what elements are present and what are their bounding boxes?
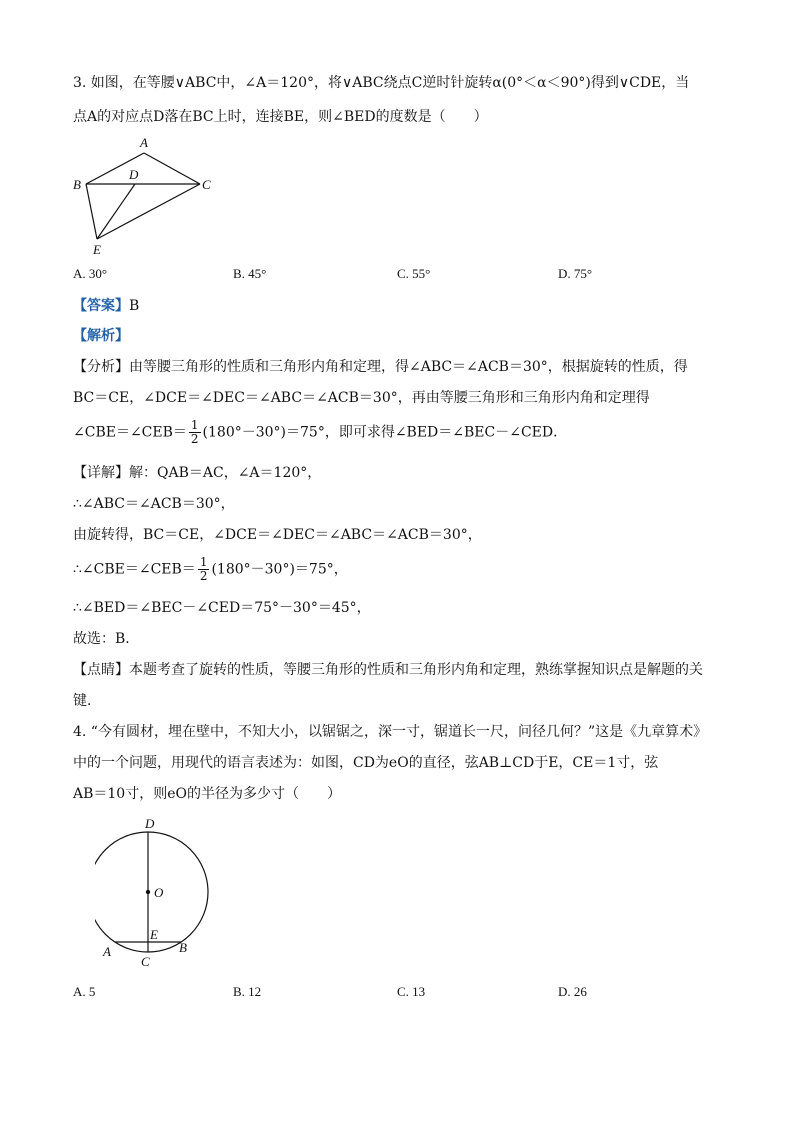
fraction-denominator: 2: [190, 432, 199, 446]
xiangjie-text-1: 解：QAB＝AC，∠A＝120°，: [129, 465, 322, 481]
fraction-numerator-2: 1: [199, 555, 208, 569]
q3-xiangjie-line6: 故选：B．: [73, 631, 140, 647]
q3-segment-ac: [144, 153, 200, 184]
q4-option-d: D. 26: [558, 984, 587, 999]
q3-label-b: B: [73, 177, 81, 192]
q3-fenxi-line2: BC＝CE，∠DCE＝∠DEC＝∠ABC＝∠ACB＝30°，再由等腰三角形和三角形内角和定理得: [73, 390, 650, 406]
q3-label-d: D: [129, 167, 139, 182]
q3-xiangjie-line2: ∴∠ABC＝∠ACB＝30°，: [73, 496, 235, 512]
q3-stem-line1: 3. 如图，在等腰∨ABC中，∠A＝120°，将∨ABC绕点C逆时针旋转α(0°＜α＜90°)得到∨CDE，当: [73, 75, 690, 91]
fenxi-text-3b: (180°－30°)＝75°，即可求得∠BED＝∠BEC－∠CED．: [202, 424, 568, 441]
q4-center-dot: [146, 890, 150, 894]
q4-option-c: C. 13: [397, 984, 426, 999]
q4-label-a: A: [103, 944, 111, 959]
q4-option-a: A. 5: [73, 984, 96, 999]
q3-fenxi-line1: [73, 357, 688, 377]
q3-segment-be: [86, 184, 97, 239]
q3-analysis-heading: [73, 326, 129, 346]
q3-stem-line2: 点A的对应点D落在BC上时，连接BE，则∠BED的度数是（ ）: [73, 109, 488, 125]
dianjing-tag: 【点睛】: [73, 662, 129, 678]
q4-label-c: C: [141, 954, 150, 969]
q3-option-b: B. 45°: [233, 266, 267, 281]
q3-option-c: C. 55°: [397, 266, 431, 281]
q4-stem-line2: 中的一个问题，用现代的语言表述为：如图，CD为eO的直径，弦AB⊥CD于E，CE＝1寸，弦: [73, 755, 659, 771]
fraction-half-2: [198, 556, 210, 583]
q3-dianjing-line2: 键．: [73, 693, 101, 709]
q3-segment-ed: [97, 184, 135, 239]
q3-fenxi-line3: [73, 419, 567, 446]
q3-xiangjie-line5: ∴∠BED＝∠BEC－∠CED＝75°－30°＝45°，: [73, 600, 371, 616]
dianjing-text-1: 本题考查了旋转的性质，等腰三角形的性质和三角形内角和定理，熟练掌握知识点是解题的关: [129, 662, 703, 678]
q3-xiangjie-line1: [73, 463, 321, 483]
q4-label-b: B: [179, 940, 187, 955]
xiangjie-text-4b: (180°－30°)＝75°，: [211, 561, 348, 578]
q3-option-a: A. 30°: [73, 266, 108, 281]
q3-label-c: C: [202, 177, 211, 192]
answer-value: B: [129, 298, 140, 314]
fenxi-tag: 【分析】: [73, 359, 129, 375]
xiangjie-text-4a: ∴∠CBE＝∠CEB＝: [73, 561, 196, 578]
q3-label-e: E: [93, 242, 101, 257]
fenxi-text-3a: ∠CBE＝∠CEB＝: [73, 424, 187, 441]
fraction-half: [189, 419, 201, 446]
q3-xiangjie-line3: 由旋转得，BC＝CE，∠DCE＝∠DEC＝∠ABC＝∠ACB＝30°，: [73, 527, 482, 543]
answer-tag: 【答案】: [73, 298, 129, 314]
q4-label-d: D: [145, 816, 155, 831]
q3-label-a: A: [140, 135, 148, 150]
q3-xiangjie-line4: [73, 556, 348, 583]
analysis-tag: 【解析】: [73, 328, 129, 344]
fraction-denominator-2: 2: [199, 569, 208, 583]
xiangjie-tag: 【详解】: [73, 465, 129, 481]
q4-option-b: B. 12: [233, 984, 262, 999]
q3-segment-ec: [97, 184, 200, 239]
q4-figure: [95, 815, 215, 970]
fenxi-text-1: 由等腰三角形的性质和三角形内角和定理，得∠ABC＝∠ACB＝30°，根据旋转的性质，得: [129, 359, 688, 375]
q3-dianjing-line1: [73, 660, 703, 680]
q4-stem-line3: AB＝10寸，则eO的半径为多少寸（ ）: [73, 786, 341, 802]
q3-answer: [73, 296, 139, 316]
q4-stem-line1: 4. “今有圆材，埋在壁中，不知大小，以锯锯之，深一寸，锯道长一尺，问径几何？”这是《九章算术》: [73, 724, 708, 740]
q3-option-d: D. 75°: [558, 266, 593, 281]
q4-label-e: E: [150, 927, 158, 942]
fraction-numerator: 1: [190, 418, 199, 432]
q3-figure: [70, 133, 230, 258]
q4-label-o: O: [154, 885, 164, 900]
